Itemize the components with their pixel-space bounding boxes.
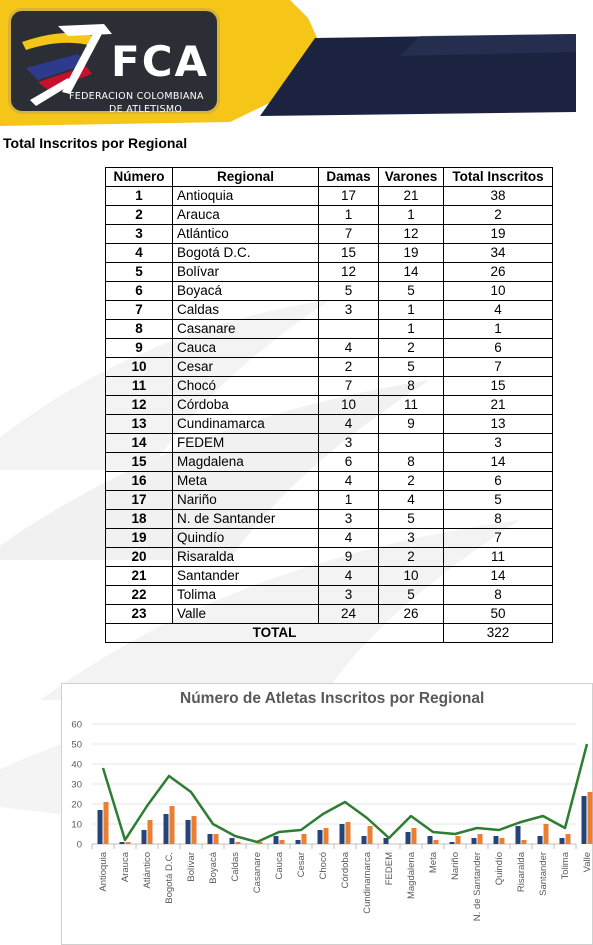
- row-varones: 3: [379, 529, 444, 548]
- row-total: 7: [444, 358, 553, 377]
- row-damas: 24: [319, 605, 379, 624]
- x-tick-label: Bolívar: [186, 852, 197, 882]
- row-number: 5: [106, 263, 173, 282]
- row-damas: 4: [319, 567, 379, 586]
- row-regional: Santander: [173, 567, 319, 586]
- row-damas: 3: [319, 434, 379, 453]
- bar-varones: [148, 820, 153, 844]
- bar-damas: [406, 832, 411, 844]
- row-number: 7: [106, 301, 173, 320]
- x-tick-label: Magdalena: [406, 852, 417, 900]
- row-damas: 7: [319, 225, 379, 244]
- row-damas: 9: [319, 548, 379, 567]
- row-regional: Casanare: [173, 320, 319, 339]
- row-total: 19: [444, 225, 553, 244]
- row-varones: 8: [379, 377, 444, 396]
- row-total: 14: [444, 567, 553, 586]
- row-number: 19: [106, 529, 173, 548]
- bar-damas: [142, 830, 147, 844]
- row-varones: 26: [379, 605, 444, 624]
- row-varones: 2: [379, 472, 444, 491]
- bar-varones: [280, 840, 285, 844]
- row-varones: 1: [379, 206, 444, 225]
- row-total: 3: [444, 434, 553, 453]
- row-damas: 1: [319, 206, 379, 225]
- row-regional: Bolívar: [173, 263, 319, 282]
- x-tick-label: FEDEM: [384, 852, 395, 886]
- row-number: 8: [106, 320, 173, 339]
- row-damas: 5: [319, 282, 379, 301]
- x-tick-label: Nariño: [450, 852, 461, 880]
- row-varones: 5: [379, 358, 444, 377]
- header-regional: Regional: [173, 168, 319, 187]
- row-varones: 4: [379, 491, 444, 510]
- row-regional: Bogotá D.C.: [173, 244, 319, 263]
- row-damas: 3: [319, 301, 379, 320]
- bar-varones: [346, 822, 351, 844]
- row-varones: 5: [379, 282, 444, 301]
- bar-varones: [412, 828, 417, 844]
- bar-varones: [522, 840, 527, 844]
- row-regional: FEDEM: [173, 434, 319, 453]
- bar-varones: [434, 840, 439, 844]
- row-number: 14: [106, 434, 173, 453]
- row-number: 21: [106, 567, 173, 586]
- row-damas: 4: [319, 415, 379, 434]
- row-damas: 4: [319, 472, 379, 491]
- x-tick-label: Casanare: [252, 852, 263, 894]
- bar-varones: [104, 802, 109, 844]
- row-regional: Antioquia: [173, 187, 319, 206]
- row-total: 11: [444, 548, 553, 567]
- x-tick-label: Córdoba: [340, 852, 351, 889]
- row-total: 5: [444, 491, 553, 510]
- bar-varones: [478, 834, 483, 844]
- row-number: 13: [106, 415, 173, 434]
- bar-damas: [494, 836, 499, 844]
- bar-damas: [428, 836, 433, 844]
- x-tick-label: Atlántico: [142, 852, 153, 889]
- bar-varones: [500, 838, 505, 844]
- bar-varones: [236, 842, 241, 844]
- bar-damas: [450, 842, 455, 844]
- total-label: TOTAL: [106, 624, 444, 643]
- x-tick-label: Antioquia: [98, 852, 109, 892]
- x-tick-label: Meta: [428, 852, 439, 874]
- row-damas: 7: [319, 377, 379, 396]
- row-regional: Córdoba: [173, 396, 319, 415]
- row-total: 8: [444, 586, 553, 605]
- y-tick-label: 60: [71, 719, 82, 731]
- row-varones: 14: [379, 263, 444, 282]
- header-damas: Damas: [319, 168, 379, 187]
- logo-subtitle-line2: DE ATLETISMO: [109, 104, 183, 115]
- bar-varones: [324, 828, 329, 844]
- row-number: 4: [106, 244, 173, 263]
- row-varones: 2: [379, 548, 444, 567]
- bar-damas: [384, 838, 389, 844]
- bar-damas: [208, 834, 213, 844]
- row-damas: 3: [319, 510, 379, 529]
- row-damas: 15: [319, 244, 379, 263]
- row-total: 15: [444, 377, 553, 396]
- row-regional: Cauca: [173, 339, 319, 358]
- bar-damas: [538, 836, 543, 844]
- row-varones: 8: [379, 453, 444, 472]
- row-damas: 1: [319, 491, 379, 510]
- row-number: 3: [106, 225, 173, 244]
- bar-damas: [296, 840, 301, 844]
- row-regional: Caldas: [173, 301, 319, 320]
- bar-varones: [170, 806, 175, 844]
- bar-damas: [318, 830, 323, 844]
- row-damas: 2: [319, 358, 379, 377]
- row-varones: 5: [379, 586, 444, 605]
- bar-damas: [362, 836, 367, 844]
- row-varones: 11: [379, 396, 444, 415]
- row-damas: 12: [319, 263, 379, 282]
- y-tick-label: 50: [71, 739, 82, 751]
- row-varones: 21: [379, 187, 444, 206]
- row-number: 16: [106, 472, 173, 491]
- x-tick-label: Cauca: [274, 852, 285, 880]
- row-regional: Magdalena: [173, 453, 319, 472]
- row-total: 2: [444, 206, 553, 225]
- row-damas: 4: [319, 529, 379, 548]
- row-total: 21: [444, 396, 553, 415]
- bar-varones: [214, 834, 219, 844]
- row-total: 10: [444, 282, 553, 301]
- y-tick-label: 40: [71, 759, 82, 771]
- x-tick-label: Bogotá D.C.: [164, 852, 175, 904]
- row-number: 23: [106, 605, 173, 624]
- bar-damas: [516, 826, 521, 844]
- x-tick-label: Chocó: [318, 852, 329, 880]
- y-tick-label: 20: [71, 799, 82, 811]
- row-total: 6: [444, 339, 553, 358]
- row-regional: Cesar: [173, 358, 319, 377]
- x-tick-label: Caldas: [230, 852, 241, 882]
- row-number: 12: [106, 396, 173, 415]
- row-number: 20: [106, 548, 173, 567]
- chart-title: Número de Atletas Inscritos por Regional: [180, 690, 485, 707]
- row-number: 17: [106, 491, 173, 510]
- row-regional: Risaralda: [173, 548, 319, 567]
- bar-damas: [340, 824, 345, 844]
- x-tick-label: Valle: [582, 852, 593, 873]
- row-varones: 5: [379, 510, 444, 529]
- row-regional: Chocó: [173, 377, 319, 396]
- row-regional: Atlántico: [173, 225, 319, 244]
- x-tick-label: Cesar: [296, 852, 307, 878]
- row-varones: 10: [379, 567, 444, 586]
- bar-varones: [456, 836, 461, 844]
- row-total: 7: [444, 529, 553, 548]
- row-total: 38: [444, 187, 553, 206]
- row-number: 10: [106, 358, 173, 377]
- row-total: 14: [444, 453, 553, 472]
- row-total: 13: [444, 415, 553, 434]
- row-varones: 1: [379, 320, 444, 339]
- bar-varones: [544, 824, 549, 844]
- row-number: 15: [106, 453, 173, 472]
- bar-varones: [126, 842, 131, 844]
- row-regional: Valle: [173, 605, 319, 624]
- bar-damas: [274, 836, 279, 844]
- row-varones: 12: [379, 225, 444, 244]
- row-damas: 4: [319, 339, 379, 358]
- bar-varones: [368, 826, 373, 844]
- row-damas: 10: [319, 396, 379, 415]
- row-varones: 9: [379, 415, 444, 434]
- bar-damas: [560, 838, 565, 844]
- bar-varones: [192, 816, 197, 844]
- row-total: 8: [444, 510, 553, 529]
- y-tick-label: 30: [71, 779, 82, 791]
- row-damas: 3: [319, 586, 379, 605]
- row-varones: 1: [379, 301, 444, 320]
- row-varones: 2: [379, 339, 444, 358]
- row-regional: Cundinamarca: [173, 415, 319, 434]
- row-number: 11: [106, 377, 173, 396]
- row-number: 18: [106, 510, 173, 529]
- row-regional: Arauca: [173, 206, 319, 225]
- header-total: Total Inscritos: [444, 168, 553, 187]
- x-tick-label: Cundinamarca: [362, 852, 373, 914]
- bar-varones: [588, 792, 593, 844]
- header-numero: Número: [106, 168, 173, 187]
- x-tick-label: Tolima: [560, 852, 571, 880]
- header-varones: Varones: [379, 168, 444, 187]
- row-total: 26: [444, 263, 553, 282]
- bar-damas: [164, 814, 169, 844]
- row-number: 22: [106, 586, 173, 605]
- total-value: 322: [444, 624, 553, 643]
- y-tick-label: 0: [76, 839, 82, 851]
- row-total: 1: [444, 320, 553, 339]
- bar-damas: [186, 820, 191, 844]
- bar-varones: [302, 834, 307, 844]
- x-tick-label: Boyacá: [208, 852, 219, 884]
- y-tick-label: 10: [71, 819, 82, 831]
- row-total: 6: [444, 472, 553, 491]
- logo-subtitle-line1: FEDERACION COLOMBIANA: [69, 91, 204, 102]
- row-total: 50: [444, 605, 553, 624]
- bar-damas: [582, 796, 587, 844]
- bar-damas: [98, 810, 103, 844]
- row-damas: 17: [319, 187, 379, 206]
- row-number: 2: [106, 206, 173, 225]
- row-total: 4: [444, 301, 553, 320]
- bar-damas: [230, 838, 235, 844]
- x-tick-label: Quindío: [494, 852, 505, 886]
- row-regional: Tolima: [173, 586, 319, 605]
- row-regional: Meta: [173, 472, 319, 491]
- row-number: 1: [106, 187, 173, 206]
- x-tick-label: Santander: [538, 852, 549, 896]
- bar-damas: [120, 842, 125, 844]
- row-regional: Boyacá: [173, 282, 319, 301]
- row-regional: Quindío: [173, 529, 319, 548]
- line-total: [103, 744, 587, 842]
- row-regional: Nariño: [173, 491, 319, 510]
- x-tick-label: N. de Santander: [472, 852, 483, 922]
- row-number: 9: [106, 339, 173, 358]
- bar-damas: [472, 838, 477, 844]
- logo-fca-text: FCA: [111, 37, 210, 86]
- row-number: 6: [106, 282, 173, 301]
- row-damas: 6: [319, 453, 379, 472]
- bar-varones: [566, 834, 571, 844]
- x-tick-label: Arauca: [120, 852, 131, 883]
- row-varones: 19: [379, 244, 444, 263]
- row-total: 34: [444, 244, 553, 263]
- x-tick-label: Risaralda: [516, 852, 527, 893]
- section-title: Total Inscritos por Regional: [3, 135, 188, 151]
- row-regional: N. de Santander: [173, 510, 319, 529]
